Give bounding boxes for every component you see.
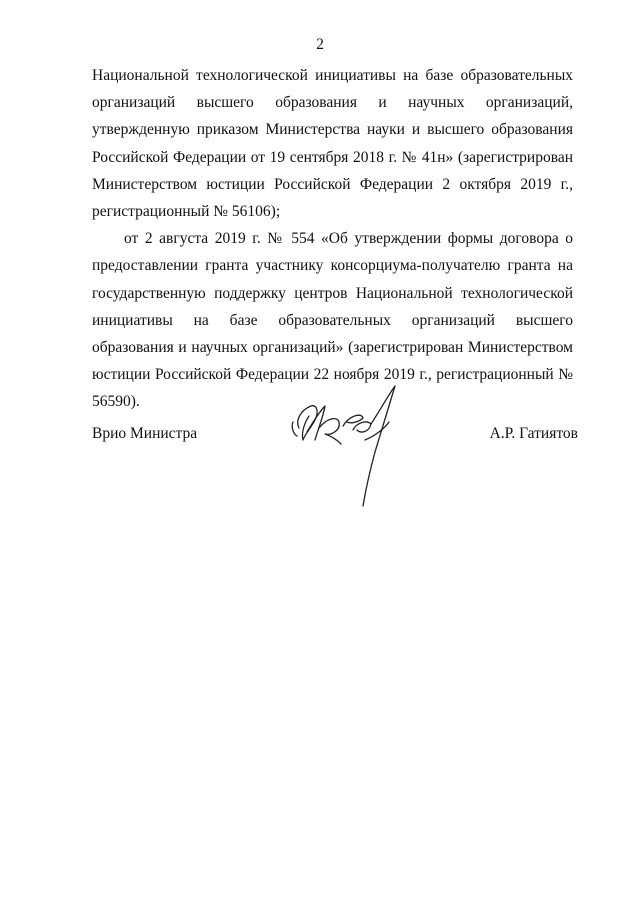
paragraph-continuation: Национальной технологической инициативы на базе образовательных организаций высшего образования и научных организаций, утвержденную приказом Министерства науки и высшего образования Российской Федерации от 19 сентября 2018 г. № 41н» (зарегистрирован Министерством юстиции Российской Федерации 2 октября 2019 г., регистрационный № 56106); bbox=[92, 67, 573, 221]
document-body bbox=[92, 62, 573, 416]
signatory-position: Врио Министра bbox=[92, 425, 198, 442]
signature-block bbox=[92, 416, 578, 528]
handwritten-signature bbox=[285, 382, 405, 512]
paragraph-order-554: от 2 августа 2019 г. № 554 «Об утверждении формы договора о предоставлении гранта участнику консорциума-получателю гранта на государственную поддержку центров Национальной технологической инициативы на базе образовательных организаций высшего образования и научных организаций» (зарегистрирован Министерством юстиции Российской Федерации 22 ноября 2019 г., регистрационный № 56590). bbox=[92, 230, 573, 411]
page-number: 2 bbox=[316, 36, 324, 53]
signatory-name: А.Р. Гатиятов bbox=[489, 425, 578, 442]
